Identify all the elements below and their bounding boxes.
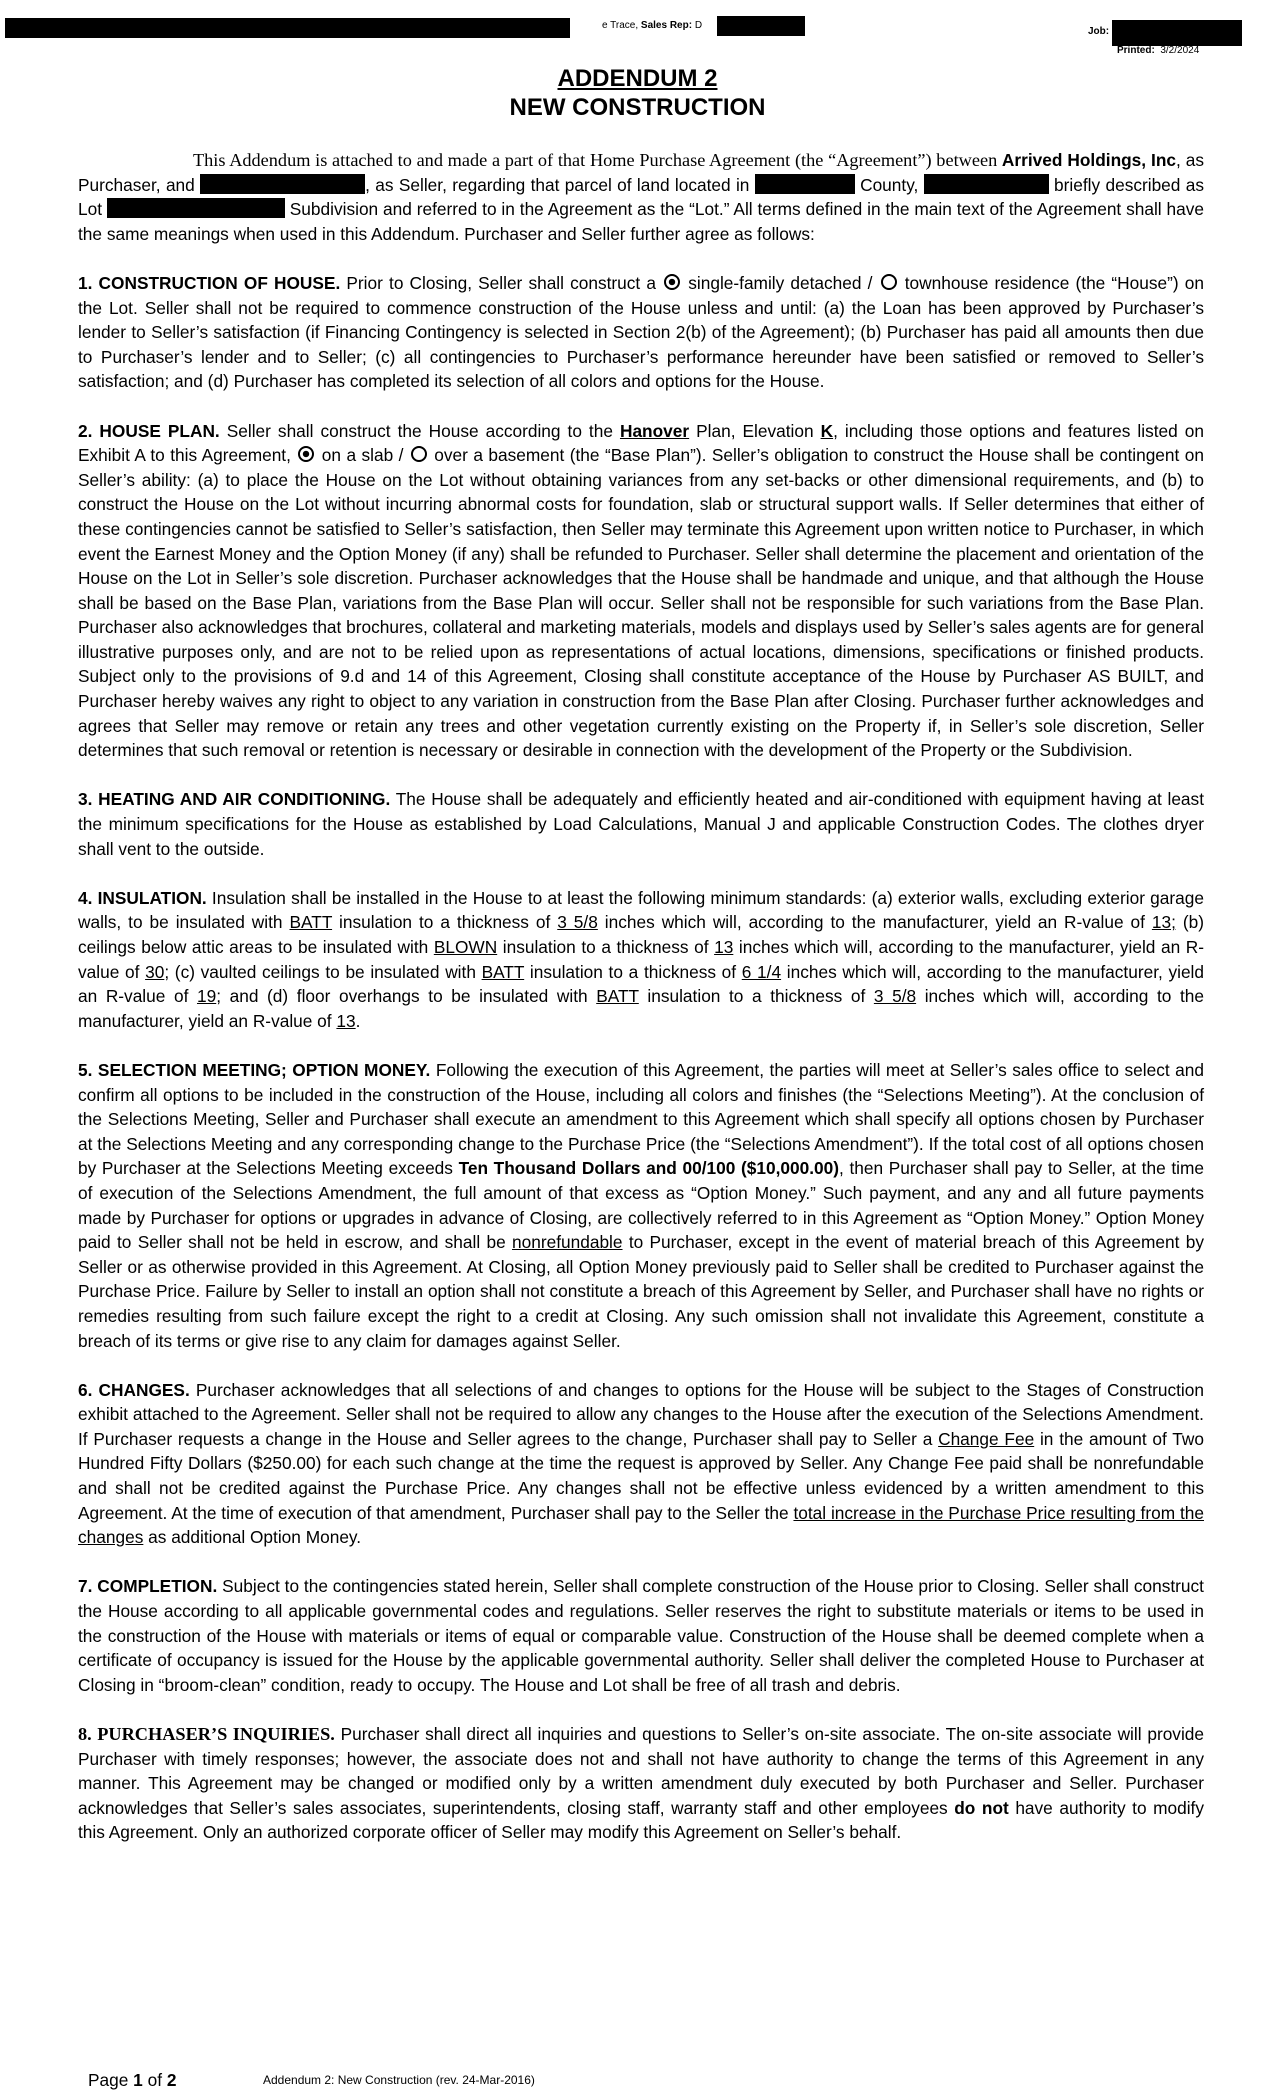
printed-date: 3/2/2024 xyxy=(1160,45,1200,56)
section-8: 8. PURCHASER’S INQUIRIES. Purchaser shall direct all inquiries and questions to Seller’s on-site associate. The on-site associate will provide Purchaser with timely responses; however, the associate does not and shall not have authority to change the terms of this Agreement in any manner. This Agreement may be changed or modified only by a written amendment duly executed by both Purchaser and Seller. Purchaser acknowledges that Seller’s sales associates, superintendents, closing staff, warranty staff and other employees do not have authority to modify this Agreement. Only an authorized corporate officer of Seller may modify this Agreement on Seller’s behalf. xyxy=(78,1724,1205,1843)
section-6: 6. CHANGES. Purchaser acknowledges that all selections of and changes to options for the House will be subject to the Stages of Construction exhibit attached to the Agreement. Seller shall not be required to allow any changes to the House after the execution of the Selections Amendment. If Purchaser requests a change in the House and Seller agrees to the change, Purchaser shall pay to Seller a Change Fee in the amount of Two Hundred Fifty Dollars ($250.00) for each such change at the time the request is approved by Seller. Any Change Fee paid shall be nonrefundable and shall not be credited against the Purchase Price. Any changes shall not be effective unless evidenced by a written amendment to this Agreement. At the time of execution of that amendment, Purchaser shall pay to the Seller the total increase in the Purchase Price resulting from the changes as additional Option Money. xyxy=(78,1379,1204,1548)
redaction-county xyxy=(755,174,855,194)
intro-paragraph: This Addendum is attached to and made a part of that Home Purchase Agreement (the “Agreement”) between Arrived Holdings, Inc, as Purchaser, and , as Seller, regarding that parcel of land located in County, briefly described as Lot Subdivision and referred to in the Agreement as the “Lot.” All terms defined in the main text of the Agreement shall have the same meanings when used in this Addendum. Purchaser and Seller further agree as follows: xyxy=(78,150,1204,244)
section-2-heading: 2. HOUSE PLAN. xyxy=(78,420,220,441)
redaction-seller-name xyxy=(200,174,365,194)
footer-doc-name: Addendum 2: New Construction (rev. 24-Mar-2016) xyxy=(263,2073,535,2087)
section-8-heading: 8. PURCHASER’S INQUIRIES. xyxy=(78,1724,335,1744)
printed-line xyxy=(1117,45,1199,56)
section-7: 7. COMPLETION. Subject to the contingencies stated herein, Seller shall complete construction of the House prior to Closing. Seller shall construct the House according to all applicable governmental codes and regulations. Seller reserves the right to substitute materials or items to be used in the construction of the House with materials or items of equal or comparable value. Construction of the House shall be deemed complete when a certificate of occupancy is issued for the House by the applicable governmental authority. Seller shall deliver the completed House to Purchaser at Closing in “broom-clean” condition, ready to occupy. The House and Lot shall be free of all trash and debris. xyxy=(78,1576,1204,1695)
section-5: 5. SELECTION MEETING; OPTION MONEY. Following the execution of this Agreement, the parties will meet at Seller’s sales office to select and confirm all options to be included in the construction of the House, including all colors and finishes (the “Selections Meeting”). At the conclusion of the Selections Meeting, Seller and Purchaser shall execute an amendment to this Agreement which shall specify all options chosen by Purchaser at the Selections Meeting and any corresponding change to the Purchase Price (the “Selections Amendment”). If the total cost of all options chosen by Purchaser at the Selections Meeting exceeds Ten Thousand Dollars and 00/100 ($10,000.00), then Purchaser shall pay to Seller, at the time of execution of the Selections Amendment, the full amount of that excess as “Option Money.” Such payment, and any and all future payments made by Purchaser for options or upgrades in advance of Closing, are collectively referred to in this Agreement as “Option Money.” Option Money paid to Seller shall not be held in escrow, and shall be nonrefundable to Purchaser, except in the event of material breach of this Agreement by Seller or as otherwise provided in this Agreement. At Closing, all Option Money previously paid to Seller shall be credited to Purchaser against the Purchase Price. Failure by Seller to install an option shall not constitute a breach of this Agreement by Seller, and Purchaser shall have no rights or remedies resulting from such failure except the right to a credit at Closing. Any such omission shall not invalidate this Agreement, constitute a breach of its terms or give rise to any claim for damages against Seller. xyxy=(78,1059,1204,1351)
sales-rep-fragment: D xyxy=(694,20,703,31)
redaction-bar-header-left xyxy=(5,18,570,38)
section-5-heading: 5. SELECTION MEETING; OPTION MONEY. xyxy=(78,1059,431,1080)
plan-name: Hanover xyxy=(619,420,690,441)
radio-slab-selected[interactable] xyxy=(298,446,314,462)
section-4: 4. INSULATION. Insulation shall be installed in the House to at least the following minimum standards: (a) exterior walls, excluding exterior garage walls, to be insulated with BATT insulation to a thickness of 3 5/8 inches which will, according to the manufacturer, yield an R-value of 13; (b) ceilings below attic areas to be insulated with BLOWN insulation to a thickness of 13 inches which will, according to the manufacturer, yield an R-value of 30; (c) vaulted ceilings to be insulated with BATT insulation to a thickness of 6 1/4 inches which will, according to the manufacturer, yield an R-value of 19; and (d) floor overhangs to be insulated with BATT insulation to a thickness of 3 5/8 inches which will, according to the manufacturer, yield an R-value of 13. xyxy=(78,887,1205,1031)
redaction-city xyxy=(924,174,1049,194)
purchaser-name: Arrived Holdings, Inc xyxy=(1001,150,1176,170)
job-label: Job: xyxy=(1088,26,1110,37)
radio-basement[interactable] xyxy=(411,446,427,462)
section-4-heading: 4. INSULATION. xyxy=(78,887,207,908)
redaction-bar-job xyxy=(1112,20,1242,46)
section-2: 2. HOUSE PLAN. Seller shall construct the House according to the Hanover Plan, Elevation K, including those options and features listed on Exhibit A to this Agreement, on a slab / over a basement (the “Base Plan”). Seller’s obligation to construct the House shall be contingent on Seller’s ability: (a) to place the House on the Lot without obtaining variances from any set-backs or other dimensional requirements, and (b) to construct the House on the Lot without incurring abnormal costs for foundation, slab or structural support walls. If Seller determines that either of these contingencies cannot be satisfied to Seller’s satisfaction, then Seller may terminate this Agreement upon written notice to Purchaser, in which event the Earnest Money and the Option Money (if any) shall be refunded to Purchaser. Seller shall determine the placement and orientation of the House on the Lot in Seller’s sole discretion. Purchaser acknowledges that the House shall be handmade and unique, and that although the House shall be based on the Base Plan, variations from the Base Plan will occur. Seller shall not be responsible for such variations from the Base Plan. Purchaser also acknowledges that brochures, collateral and marketing materials, models and displays used by Seller’s sales agents are for general illustrative purposes only, and are not to be relied upon as representations of actual locations, dimensions, specifications or finished products. Subject only to the provisions of 9.d and 14 of this Agreement, Closing shall constitute acceptance of the House by Purchaser AS BUILT, and Purchaser hereby waives any right to object to any variation in construction from the Base Plan after Closing. Purchaser further acknowledges and agrees that Seller may remove or retain any trees and other vegetation currently existing on the Property if, in Seller’s sole discretion, Seller determines that such removal or retention is necessary or desirable in connection with the development of the Property or the Subdivision. xyxy=(78,420,1205,761)
section-1: 1. CONSTRUCTION OF HOUSE. Prior to Closing, Seller shall construct a single-family detached / townhouse residence (the “House”) on the Lot. Seller shall not be required to commence construction of the House unless and until: (a) the Loan has been approved by Purchaser’s lender to Seller’s satisfaction (if Financing Contingency is selected in Section 2(b) of the Agreement); (b) Purchaser has paid all amounts then due to Purchaser’s lender and to Seller; (c) all contingencies to Purchaser’s performance hereunder have been satisfied or removed to Seller’s satisfaction; and (d) Purchaser has completed its selection of all colors and options for the House. xyxy=(78,272,1204,392)
document-title: ADDENDUM 2 xyxy=(557,65,718,92)
section-3-heading: 3. HEATING AND AIR CONDITIONING. xyxy=(78,789,391,810)
document-subtitle: NEW CONSTRUCTION xyxy=(509,94,766,121)
section-1-heading: 1. CONSTRUCTION OF HOUSE. xyxy=(78,272,341,293)
radio-townhouse[interactable] xyxy=(881,274,897,290)
option-money-threshold: Ten Thousand Dollars and 00/100 ($10,000.00) xyxy=(458,1158,840,1179)
printed-label: Printed: xyxy=(1117,45,1155,56)
section-6-heading: 6. CHANGES. xyxy=(78,1379,190,1400)
sales-rep-label: Sales Rep: xyxy=(640,20,693,31)
section-7-heading: 7. COMPLETION. xyxy=(78,1576,218,1597)
page-number: Page 1 of 2 xyxy=(88,2070,177,2090)
radio-single-family-selected[interactable] xyxy=(664,274,680,290)
redaction-lot xyxy=(107,198,285,218)
elevation-value: K xyxy=(820,420,834,441)
redaction-bar-sales-rep xyxy=(717,16,805,36)
document-body xyxy=(78,148,1204,1870)
header-trace-line xyxy=(602,20,702,31)
trace-text: e Trace, xyxy=(602,20,639,31)
section-3: 3. HEATING AND AIR CONDITIONING. The House shall be adequately and efficiently heated and air-conditioned with equipment having at least the minimum specifications for the House as established by Load Calculations, Manual J and applicable Construction Codes. The clothes dryer shall vent to the outside. xyxy=(78,789,1204,859)
